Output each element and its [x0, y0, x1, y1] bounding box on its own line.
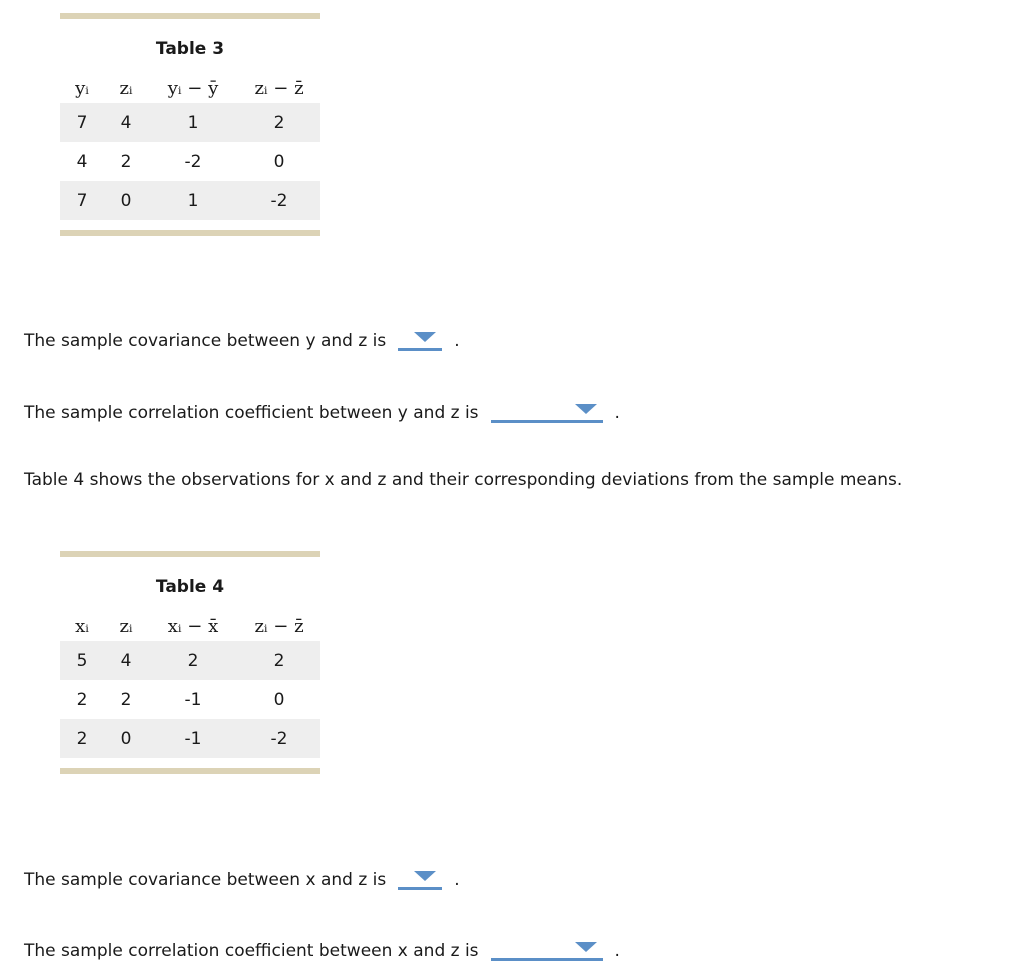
table-title: Table 4: [155, 577, 225, 597]
table-cell: 7: [60, 181, 104, 220]
table-cell: 2: [76, 689, 88, 710]
table-cell: 0: [104, 719, 148, 758]
question-text: The sample correlation coefficient between x and z is: [24, 941, 479, 961]
table-row: [60, 103, 320, 142]
data-table: [60, 73, 320, 220]
period: .: [454, 331, 460, 351]
question-covariance-yz: [24, 326, 460, 351]
table-cell: 2: [120, 689, 132, 710]
table-bottom-rule: [60, 768, 320, 774]
table-cell: -2: [238, 181, 320, 220]
table-cell: 7: [60, 103, 104, 142]
data-table: [60, 611, 320, 758]
question-text: The sample covariance between y and z is: [24, 331, 387, 351]
table-cell: -2: [184, 151, 202, 172]
question-covariance-xz: [24, 865, 460, 890]
table-header-row: [60, 611, 320, 641]
correlation-yz-dropdown[interactable]: [491, 398, 603, 423]
table-4-intro: Table 4 shows the observations for x and z and their corresponding deviations from the sample means.: [24, 470, 903, 490]
table-cell: 4: [76, 151, 88, 172]
table-cell: 4: [104, 641, 148, 680]
table-bottom-rule: [60, 230, 320, 236]
table-cell: 2: [120, 151, 132, 172]
table-cell: -1: [148, 719, 238, 758]
column-header: zᵢ: [119, 615, 133, 637]
period: .: [454, 870, 460, 890]
table-cell: 4: [104, 103, 148, 142]
column-header: zᵢ: [119, 77, 133, 99]
table-cell: 1: [148, 103, 238, 142]
table-row: [60, 641, 320, 680]
table-header-row: [60, 73, 320, 103]
column-header: yᵢ − ȳ: [167, 77, 219, 99]
question-correlation-xz: [24, 936, 620, 961]
caret-down-icon: [414, 332, 436, 342]
period: .: [614, 403, 620, 423]
column-header: zᵢ − z̄: [254, 615, 304, 637]
caret-down-icon: [575, 942, 597, 952]
question-text: The sample covariance between x and z is: [24, 870, 387, 890]
table-3-block: [60, 13, 320, 236]
table-cell: 0: [104, 181, 148, 220]
table-cell: -2: [238, 719, 320, 758]
table-cell: 2: [238, 103, 320, 142]
correlation-xz-dropdown[interactable]: [491, 936, 603, 961]
table-row: [60, 719, 320, 758]
column-header: yᵢ: [75, 77, 89, 99]
table-row: [60, 181, 320, 220]
period: .: [614, 941, 620, 961]
table-row: [60, 680, 320, 719]
table-cell: 2: [60, 719, 104, 758]
table-row: [60, 142, 320, 181]
question-text: The sample correlation coefficient between y and z is: [24, 403, 479, 423]
column-header: zᵢ − z̄: [254, 77, 304, 99]
caret-down-icon: [575, 404, 597, 414]
table-cell: 1: [148, 181, 238, 220]
table-title: Table 3: [155, 39, 225, 59]
table-top-rule: [60, 13, 320, 19]
column-header: xᵢ − x̄: [167, 615, 219, 637]
table-cell: 0: [273, 689, 285, 710]
covariance-yz-dropdown[interactable]: [398, 326, 442, 351]
question-correlation-yz: [24, 398, 620, 423]
table-cell: 5: [60, 641, 104, 680]
table-cell: 2: [148, 641, 238, 680]
covariance-xz-dropdown[interactable]: [398, 865, 442, 890]
table-cell: 0: [273, 151, 285, 172]
caret-down-icon: [414, 871, 436, 881]
table-top-rule: [60, 551, 320, 557]
table-4-block: [60, 551, 320, 774]
table-cell: -1: [184, 689, 202, 710]
table-cell: 2: [238, 641, 320, 680]
column-header: xᵢ: [75, 615, 89, 637]
